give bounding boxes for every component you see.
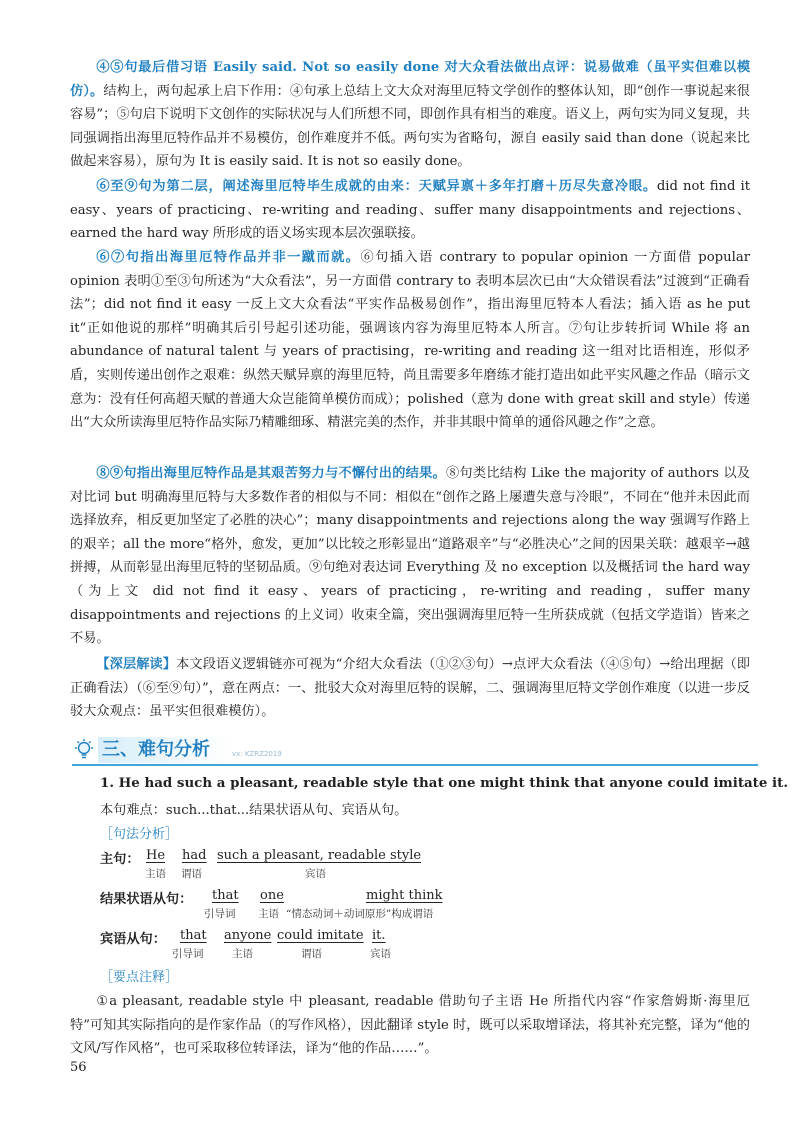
difficult-sentence: 1. He had such a pleasant, readable style that one might think that anyone could imitate it. <box>100 775 788 791</box>
syntax-analysis-tag: ［句法分析］ <box>100 827 179 842</box>
object-object-role: 宾语 <box>370 948 391 960</box>
paragraph-5-body: 本文段语义逻辑链亦可视为“介绍大众看法（①②③句）→点评大众看法（④⑤句）→给出理据（即正确看法）（⑥至⑨句）”，意在两点：一、批驳大众对海里厄特的误解，二、强调海里厄特文学创作难度（以进一步反驳大众观点：虽平实但很难模仿）。 <box>70 657 750 720</box>
section-title: 三、难句分析 <box>98 737 232 763</box>
paragraph-5 <box>70 653 750 724</box>
object-subject-role: 主语 <box>232 948 253 960</box>
main-clause-label: 主句： <box>100 852 140 867</box>
paragraph-1-body: 结构上，两句起承上启下作用：④句承上总结上文大众对海里厄特文学创作的整体认知，即“创作一事说起来很容易”；⑤句启下说明下文创作的实际状况与人们所想不同，即创作具有相当的难度。语义上，两句实为同义复现，共同强调指出海里厄特作品并不易模仿，创作难度并不低。两句实为省略句，源自 easily said than done（说起来比做起来容易），原句为 It is easily said. It is not so easily done。 <box>70 83 750 170</box>
object-clause-label: 宾语从句： <box>100 932 166 947</box>
paragraph-3-body: ⑥句插入语 contrary to popular opinion 一方面借 popular opinion 表明①至③句所述为“大众看法”，另一方面借 contrary to 表明本层次已由“大众错误看法”过渡到“正确看法”；did not find it easy 一反上文大众看法“平实作品极易创作”，指出海里厄特本人看法；插入语 as he put it“正如他说的那样”明确其后引号起引述功能，强调该内容为海里厄特本人所言。⑦句让步转折词 While 将 an abundance of natural talent 与 years of practising，re-writing and reading 这一组对比语相连，形似矛盾，实则传递出创作之艰难：纵然天赋异禀的海里厄特，尚且需要多年磨练才能打造出如此平实风趣之作品（暗示文意为：没有任何高超天赋的普通大众岂能简单模仿而成）；polished（意为 done with great skill and style）传递出“大众所读海里厄特作品实际乃精雕细琢、精湛完美的杰作，并非其眼中简单的通俗风趣之作”之意。 <box>70 250 751 431</box>
main-subject: He <box>146 848 166 863</box>
object-verb-role: 谓语 <box>301 948 322 960</box>
main-verb: had <box>182 848 207 863</box>
main-object-role: 宾语 <box>305 868 326 880</box>
difficulty-note: 本句难点：such...that...结果状语从句、宾语从句。 <box>100 803 408 818</box>
result-connector: that <box>212 888 239 903</box>
key-notes-tag: ［要点注释］ <box>100 970 179 985</box>
paragraph-4-lead: ⑧⑨句指出海里厄特作品是其艰苦努力与不懈付出的结果。 <box>96 466 446 481</box>
paragraph-1-lead: ④⑤句最后借习语 Easily said. Not so easily done 对大众看法做出点评：说易做难（虽平实但难以模仿）。 <box>70 60 750 99</box>
object-object: it. <box>372 928 386 943</box>
lightbulb-icon <box>72 738 96 762</box>
paragraph-4-body: ⑧句类比结构 Like the majority of authors 以及对比词 but 明确海里厄特与大多数作者的相似与不同：相似在“创作之路上屡遭失意与冷眼”，不同在“他并未因此而选择放弃，相反更加坚定了必胜的决心”；many disappointments and rejections along the way 强调写作路上的艰辛；all the more“格外，愈发，更加”以比较之形彰显出“道路艰辛”与“必胜决心”之间的因果关联：越艰辛→越拼搏，从而彰显出海里厄特的坚韧品质。⑨句绝对表达词 Everything 及 no exception 以及概括词 the hard way（为上文 did not find it easy、years of practicing，re-writing and reading，suffer many disappointments and rejections 的上义词）收束全篇，突出强调海里厄特一生所获成就（包括文学造诣）皆来之不易。 <box>70 466 751 647</box>
watermark: vx: KZRZ2019 <box>232 750 282 758</box>
paragraph-3-lead: ⑥⑦句指出海里厄特作品并非一蹴而就。 <box>96 250 361 265</box>
page-number: 56 <box>70 1060 87 1075</box>
result-subject-role: 主语 <box>258 908 279 920</box>
result-verb: might think <box>366 888 443 903</box>
paragraph-4 <box>70 462 750 651</box>
result-clause-label: 结果状语从句： <box>100 892 193 907</box>
object-connector: that <box>180 928 207 943</box>
deep-reading-label: 【深层解读】 <box>96 657 177 672</box>
paragraph-2-lead: ⑥至⑨句为第二层，阐述海里厄特毕生成就的由来：天赋异禀＋多年打磨＋历尽失意冷眼。 <box>96 179 657 194</box>
object-subject: anyone <box>224 928 272 943</box>
object-connector-role: 引导词 <box>172 948 204 960</box>
main-subject-role: 主语 <box>145 868 166 880</box>
object-verb: could imitate <box>277 928 364 943</box>
main-verb-role: 谓语 <box>181 868 202 880</box>
paragraph-2 <box>70 175 750 246</box>
paragraph-1 <box>70 56 750 174</box>
paragraph-2-body: did not find it easy、years of practicing、re-writing and reading、suffer many disappointments and rejections、earned the hard way 所形成的语义场实现本层次强联接。 <box>70 179 750 242</box>
result-subject: one <box>260 888 284 903</box>
result-verb-role: “情态动词＋动词原形”构成谓语 <box>286 908 434 920</box>
main-object: such a pleasant, readable style <box>217 848 422 863</box>
paragraph-3 <box>70 246 750 435</box>
key-notes-text: ①a pleasant, readable style 中 pleasant, readable 借助句子主语 He 所指代内容“作家詹姆斯·海里厄特”可知其实际指向的是作家作品（的写作风格），因此翻译 style 时，既可以采取增译法，将其补充完整，译为“他的文风/写作风格”，也可采取移位转译法，译为“他的作品……”。 <box>70 994 750 1057</box>
result-connector-role: 引导词 <box>204 908 236 920</box>
